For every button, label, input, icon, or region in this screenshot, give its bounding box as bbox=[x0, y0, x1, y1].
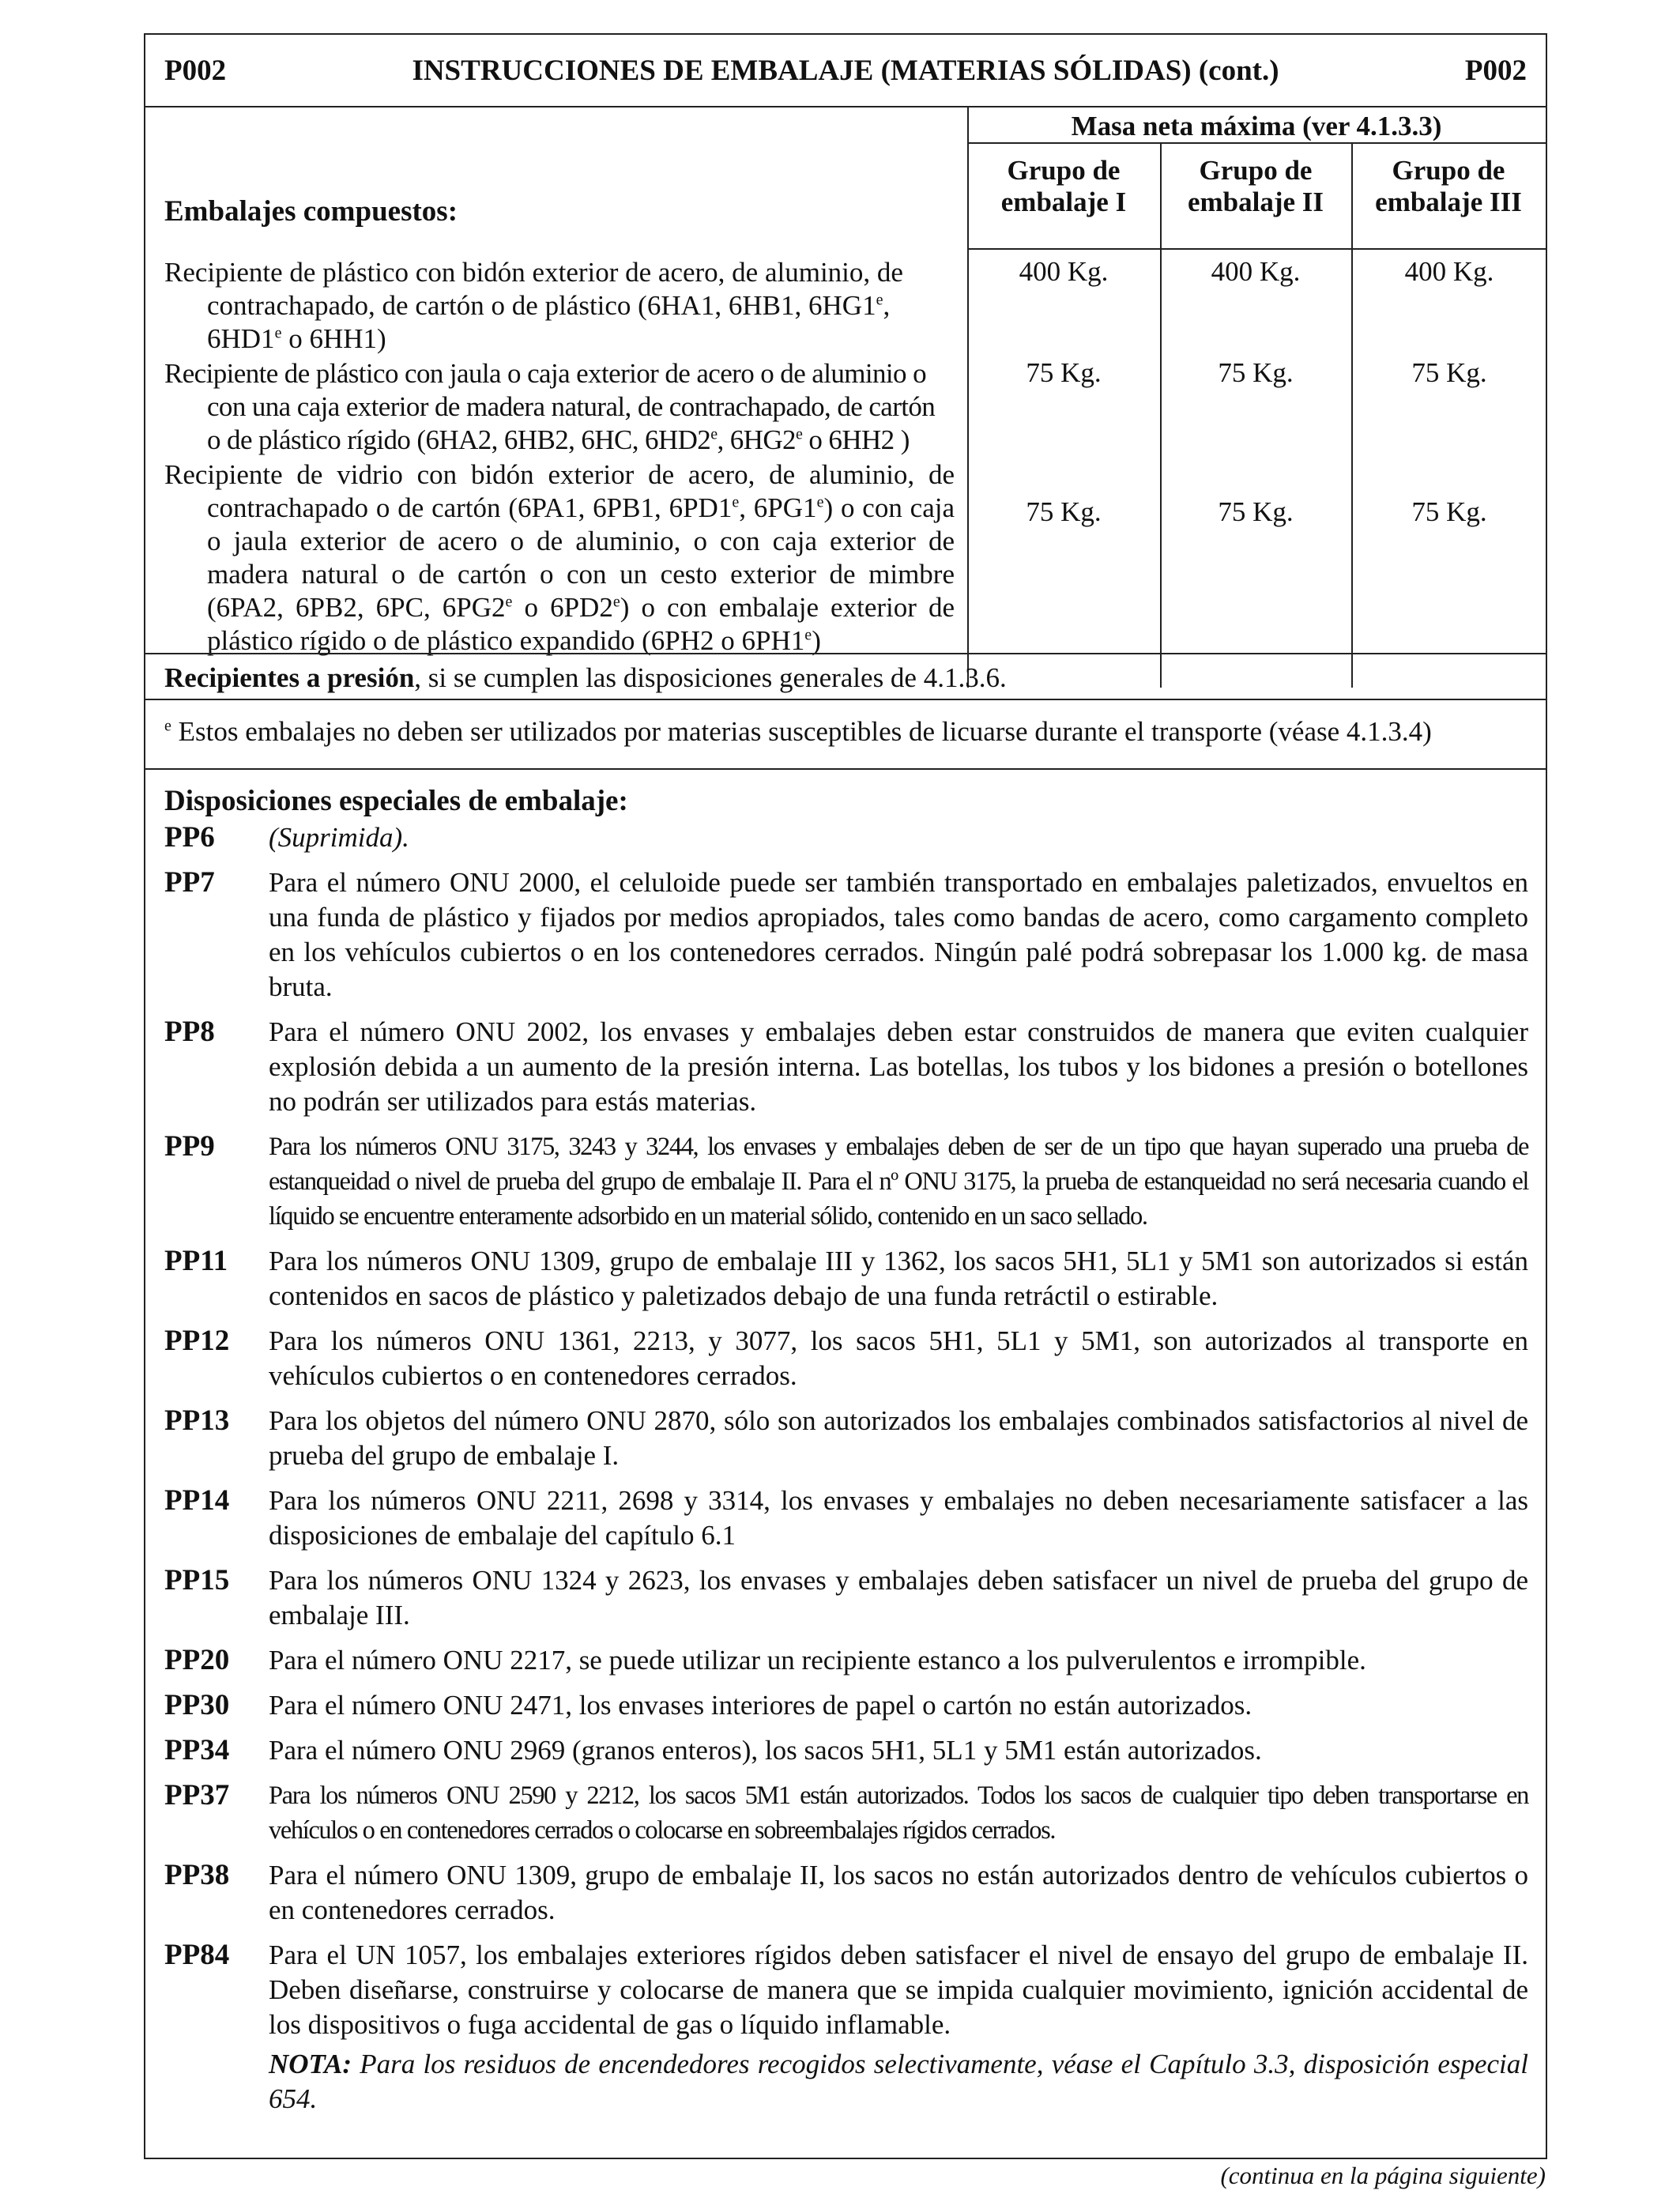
provision-pp34: PP34 Para el número ONU 2969 (granos enteros), los sacos 5H1, 5L1 y 5M1 están autorizados. bbox=[164, 1734, 1262, 1766]
divider bbox=[145, 653, 1546, 654]
footnote: $^e$ Estos embalajes no deben ser utilizados por materias susceptibles de licuarse durante el transporte (véase 4.1.3.4) bbox=[164, 716, 1432, 747]
page-title: INSTRUCCIONES DE EMBALAJE (MATERIAS SÓLIDAS) (cont.) bbox=[412, 55, 1279, 87]
value-cell: 75 Kg. bbox=[1411, 357, 1487, 388]
list-item: Recipiente de plástico con bidón exterior de acero, de aluminio, de contrachapado, de cartón o de plástico (6HA1, 6HB1, 6HG1e, 6HD1e o 6HH1) bbox=[164, 257, 903, 354]
document-frame bbox=[144, 33, 1547, 2159]
provision-pp15: PP15 Para los números ONU 1324 y 2623, los envases y embalajes deben satisfacer un nivel de prueba del grupo de embalaje III. bbox=[164, 1564, 1528, 1630]
provision-pp12: PP12 Para los números ONU 1361, 2213, y 3077, los sacos 5H1, 5L1 y 5M1, son autorizados al transporte en vehículos cubiertos o en contenedores cerrados. bbox=[164, 1325, 1528, 1391]
divider bbox=[145, 699, 1546, 700]
value-cell: 75 Kg. bbox=[1218, 357, 1294, 388]
code-left: P002 bbox=[164, 55, 227, 87]
value-cell: 400 Kg. bbox=[1404, 256, 1494, 287]
provision-pp11: PP11 Para los números ONU 1309, grupo de embalaje III y 1362, los sacos 5H1, 5L1 y 5M1 son autorizados si están contenidos en sacos de plástico y paletizados debajo de una funda retráctil o estirable. bbox=[164, 1245, 1528, 1311]
value-cell: 400 Kg. bbox=[1211, 256, 1301, 287]
provision-pp8: PP8 Para el número ONU 2002, los envases y embalajes deben estar construidos de manera que eviten cualquier explosión debida a un aumento de la presión interna. Las botellas, los tubos y los bidones a presión o botellones no podrán ser utilizados para estás materias. bbox=[164, 1016, 1528, 1117]
packaging-list bbox=[164, 256, 955, 658]
special-provisions bbox=[164, 784, 1528, 2127]
provision-pp37: PP37 Para los números ONU 2590 y 2212, los sacos 5M1 están autorizados. Todos los sacos de cualquier tipo deben transportarse en vehículos o en contenedores cerrados o colocarse en sobreembalajes rígidos cerrados. bbox=[164, 1779, 1528, 1845]
value-cell: 400 Kg. bbox=[1019, 256, 1109, 287]
divider bbox=[967, 248, 1546, 250]
section-heading: Disposiciones especiales de embalaje: bbox=[164, 785, 628, 817]
provision-pp13: PP13 Para los objetos del número ONU 2870, sólo son autorizados los embalajes combinados satisfactorios al nivel de prueba del grupo de embalaje I. bbox=[164, 1404, 1528, 1471]
column-divider bbox=[967, 106, 969, 688]
provision-pp84: PP84 Para el UN 1057, los embalajes exteriores rígidos deben satisfacer el nivel de ensayo del grupo de embalaje II. Deben diseñarse, construirse y colocarse de manera que se impida cualquier movimiento, ignición accidental de los dispositivos o fuga accidental de gas o líquido inflamable. bbox=[164, 1939, 1528, 2040]
group-header-1: Grupo de embalaje I bbox=[1000, 155, 1127, 217]
list-item: Recipiente de plástico con jaula o caja exterior de acero o de aluminio o con una caja exterior de madera natural, de contrachapado, de cartón o de plástico rígido (6HA2, 6HB2, 6HC, 6HD2e, 6HG2e o 6HH2 ) bbox=[164, 358, 936, 455]
provision-pp30: PP30 Para el número ONU 2471, los envases interiores de papel o cartón no están autorizados. bbox=[164, 1689, 1252, 1721]
value-cell: 75 Kg. bbox=[1411, 496, 1487, 527]
section-label: Embalajes compuestos: bbox=[164, 195, 458, 228]
provision-pp9: PP9 Para los números ONU 3175, 3243 y 3244, los envases y embalajes deben de ser de un tipo que hayan superado una prueba de estanqueidad o nivel de prueba del grupo de embalaje II. Para el nº ONU 3175, la prueba de estanqueidad no será necesaria cuando el líquido se encuentre enteramente adsorbido en un material sólido, contenido en un saco sellado. bbox=[164, 1130, 1528, 1231]
provision-pp38: PP38 Para el número ONU 1309, grupo de embalaje II, los sacos no están autorizados dentro de vehículos cubiertos o en contenedores cerrados. bbox=[164, 1859, 1528, 1925]
divider bbox=[145, 768, 1546, 770]
mass-header: Masa neta máxima (ver 4.1.3.3) bbox=[1071, 111, 1442, 141]
divider bbox=[145, 106, 1546, 107]
list-item: Recipiente de vidrio con bidón exterior de acero, de aluminio, de contrachapado o de cartón (6PA1, 6PB1, 6PD1e, 6PG1e) o con caja o jaula exterior de acero o de aluminio, o con caja exterior de madera natural o de cartón o con un cesto exterior de mimbre (6PA2, 6PB2, 6PC, 6PG2e o 6PD2e) o con embalaje exterior de plástico rígido o de plástico expandido (6PH2 o 6PH1e) bbox=[164, 459, 955, 656]
provision-pp7: PP7 Para el número ONU 2000, el celuloide puede ser también transportado en embalajes paletizados, envueltos en una funda de plástico y fijados por medios apropiados, tales como bandas de acero, como cargamento completo en los vehículos cubiertos o en los contenedores cerrados. Ningún palé podrá sobrepasar los 1.000 kg. de masa bruta. bbox=[164, 866, 1528, 1002]
group-header-3: Grupo de embalaje III bbox=[1375, 155, 1522, 217]
pressure-note: Recipientes a presión, si se cumplen las disposiciones generales de 4.1.3.6. bbox=[164, 662, 1007, 693]
provision-pp14: PP14 Para los números ONU 2211, 2698 y 3314, los envases y embalajes no deben necesariamente satisfacer a las disposiciones de embalaje del capítulo 6.1 bbox=[164, 1484, 1528, 1551]
value-cell: 75 Kg. bbox=[1026, 496, 1102, 527]
value-cell: 75 Kg. bbox=[1218, 496, 1294, 527]
group-header-2: Grupo de embalaje II bbox=[1187, 155, 1324, 217]
provision-pp6: PP6 (Suprimida). bbox=[164, 821, 409, 854]
continued-note: (continua en la página siguiente) bbox=[1220, 2162, 1546, 2189]
column-divider bbox=[1351, 142, 1353, 688]
value-cell: 75 Kg. bbox=[1026, 357, 1102, 388]
provision-pp20: PP20 Para el número ONU 2217, se puede utilizar un recipiente estanco a los pulverulentos e irrompible. bbox=[164, 1644, 1366, 1676]
title-row bbox=[145, 35, 1546, 107]
code-right: P002 bbox=[1464, 55, 1527, 87]
note: NOTA: Para los residuos de encendedores recogidos selectivamente, véase el Capítulo 3.3, disposición especial 654. bbox=[269, 2049, 1528, 2114]
column-divider bbox=[1160, 142, 1162, 688]
